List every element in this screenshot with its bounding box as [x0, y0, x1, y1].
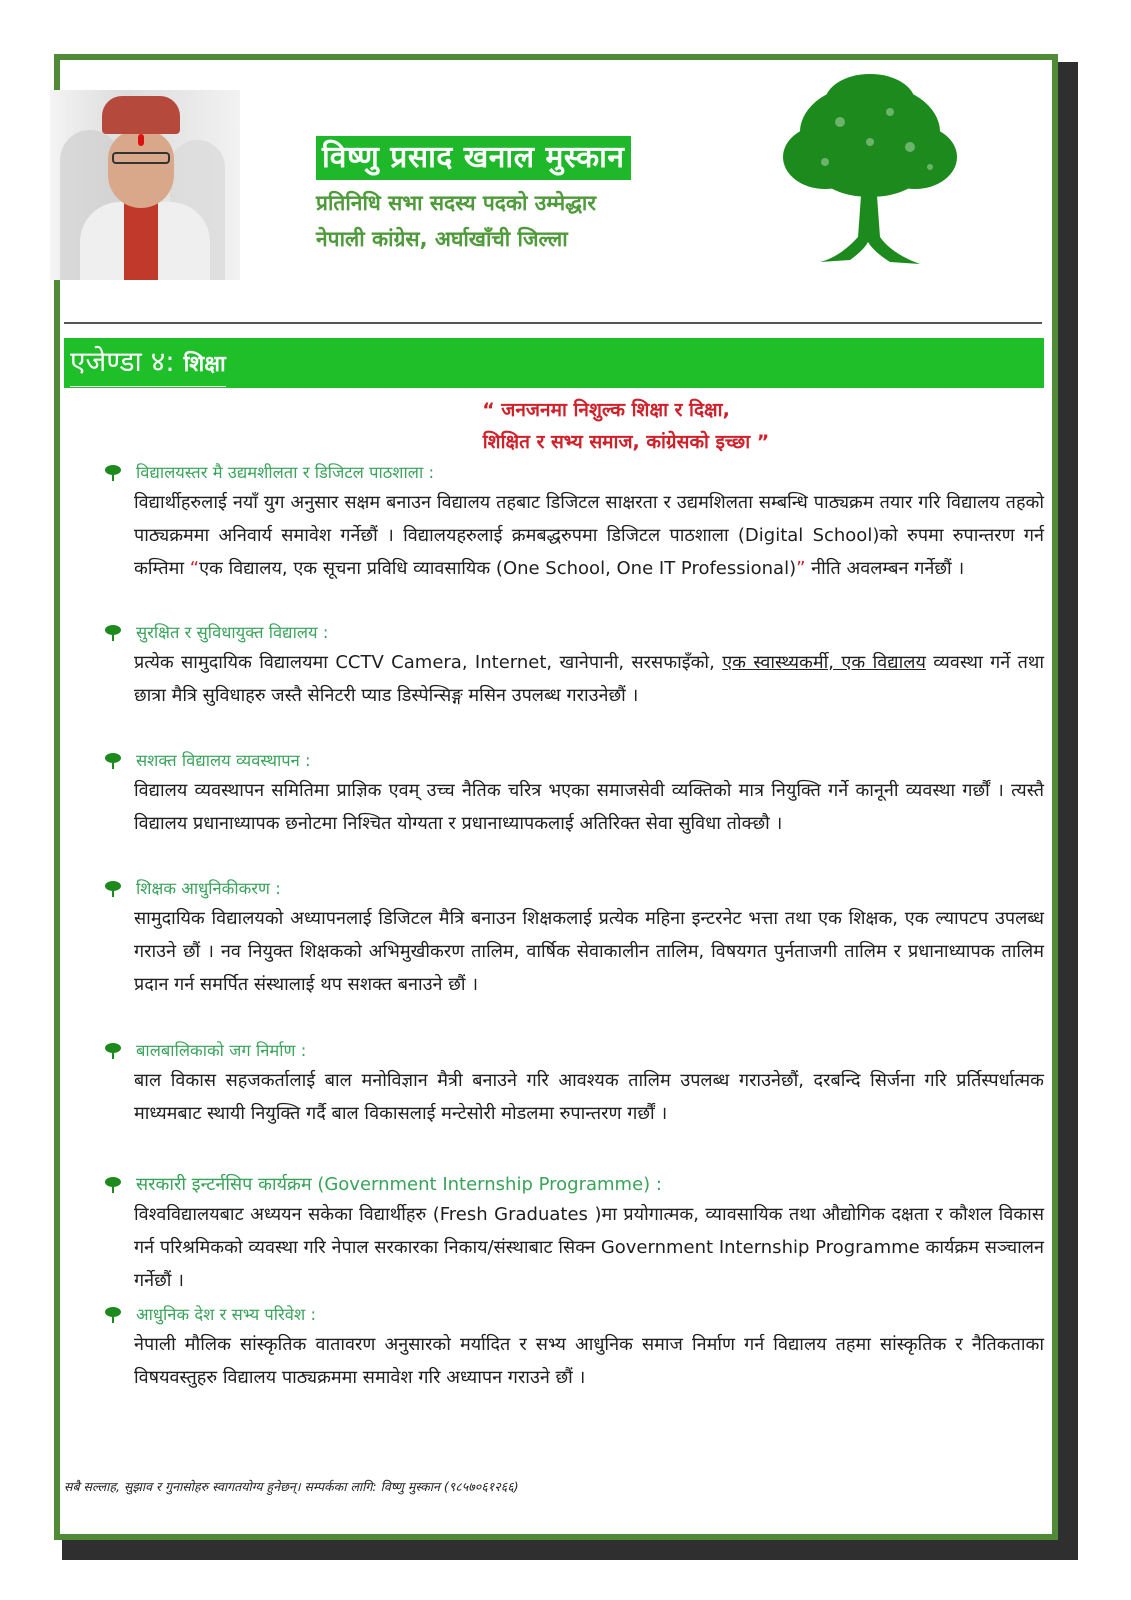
tree-bullet-icon: [104, 624, 122, 642]
party-district: नेपाली कांग्रेस, अर्घाखाँची जिल्ला: [316, 227, 568, 251]
tree-bullet-icon: [104, 1176, 122, 1194]
pamphlet-page: [54, 54, 1058, 1540]
tree-bullet-icon: [104, 1306, 122, 1324]
section-digital-school: [104, 460, 1044, 585]
section-body: विश्वविद्यालयबाट अध्ययन सकेका विद्यार्थीहरु (Fresh Graduates )मा प्रयोगात्मक, व्यावसायिक तथा औद्योगिक दक्षता र कौशल विकास गर्न परिश्रमिकको व्यवस्था गरि नेपाल सरकारका निकाय/संस्थाबाट सिक्न Government Internship Programme कार्यक्रम सञ्चालन गर्नेछौं ।: [134, 1204, 1044, 1291]
tree-bullet-icon: [104, 752, 122, 770]
section-heading-text: सुरक्षित र सुविधायुक्त विद्यालय :: [136, 623, 329, 642]
slogan-line-2: शिक्षित र सभ्य समाज, कांग्रेसको इच्छा ”: [482, 431, 770, 453]
section-heading: [104, 1302, 1044, 1328]
section-heading-text: शिक्षक आधुनिकीकरण :: [136, 879, 281, 898]
slogan-line-1: “ जनजनमा निशुल्क शिक्षा र दिक्षा,: [482, 399, 730, 421]
section-heading-text: बालबालिकाको जग निर्माण :: [136, 1041, 307, 1060]
tree-bullet-icon: [104, 1042, 122, 1060]
candidate-name: विष्णु प्रसाद खनाल मुस्कान: [316, 136, 631, 180]
section-safe-school: [104, 620, 1044, 712]
section-heading: [104, 620, 1044, 646]
section-heading-text: आधुनिक देश र सभ्य परिवेश :: [136, 1305, 317, 1324]
underlined-text: एक स्वास्थ्यकर्मी, एक विद्यालय: [722, 652, 926, 673]
section-body: सामुदायिक विद्यालयको अध्यापनलाई डिजिटल मैत्रि बनाउन शिक्षकलाई प्रत्येक महिना इन्टरनेट भत्ता तथा एक शिक्षक, एक ल्यापटप उपलब्ध गराउने छौं । नव नियुक्त शिक्षकको अभिमुखीकरण तालिम, वार्षिक सेवाकालीन तालिम, विषयगत पुर्नताजगी तालिम र प्रधानाध्यापक तालिम प्रदान गर्न समर्पित संस्थालाई थप सशक्त बनाउने छौं ।: [134, 908, 1044, 995]
section-heading: [104, 748, 1044, 774]
body-text: नीति अवलम्बन गर्नेछौं ।: [805, 558, 965, 579]
section-heading-text: सरकारी इन्टर्नसिप कार्यक्रम (Government Internship Programme) :: [136, 1174, 662, 1195]
body-text: प्रत्येक सामुदायिक विद्यालयमा CCTV Camera, Internet, खानेपानी, सरसफाइँको,: [134, 652, 723, 673]
tree-logo-icon: [780, 72, 960, 272]
body-text: विद्यार्थीहरुलाई नयाँ युग अनुसार सक्षम बनाउन विद्यालय तहबाट डिजिटल साक्षरता र उद्यमशिलता सम्बन्धि पाठ्यक्रम तयार गरि विद्यालय तहको पाठ्यक्रममा अनिवार्य समावेश गर्नेछौं । विद्यालयहरुलाई क्रमबद्धरुपमा डिजिटल पाठशाला (Digital School)को रुपमा रुपान्तरण गर्न कम्तिमा: [134, 492, 1044, 579]
section-teacher-modernization: [104, 876, 1044, 1001]
candidate-portrait-icon: [50, 90, 240, 280]
section-body: [104, 486, 1044, 585]
close-quote: ”: [796, 558, 806, 579]
agenda-title: [70, 342, 226, 387]
section-school-management: [104, 748, 1044, 840]
section-child-foundation: [104, 1038, 1044, 1130]
section-heading: [104, 876, 1044, 902]
header: [60, 60, 1052, 320]
candidate-position: प्रतिनिधि सभा सदस्य पदको उम्मेद्धार: [316, 191, 596, 215]
section-government-internship: [104, 1172, 1044, 1297]
section-body: विद्यालय व्यवस्थापन समितिमा प्राज्ञिक एवम् उच्च नैतिक चरित्र भएका समाजसेवी व्यक्तिको मात्र नियुक्ति गर्ने कानूनी व्यवस्था गर्छौं । त्यस्तै विद्यालय प्रधानाध्यापक छनोटमा निश्चित योग्यता र प्रधानाध्यापकलाई अतिरिक्त सेवा सुविधा तोक्छौ ।: [134, 780, 1044, 834]
open-quote: “: [189, 558, 200, 579]
section-body: बाल विकास सहजकर्तालाई बाल मनोविज्ञान मैत्री बनाउने गरि आवश्यक तालिम उपलब्ध गराउनेछौं, दरबन्दि सिर्जना गरि प्रर्तिस्पर्धात्मक माध्यमबाट स्थायी नियुक्ति गर्दै बाल विकासलाई मन्टेसोरी मोडलमा रुपान्तरण गर्छौं ।: [134, 1070, 1044, 1124]
section-heading: [104, 1038, 1044, 1064]
section-body: [104, 646, 1044, 712]
section-heading: [104, 1172, 1044, 1198]
tree-bullet-icon: [104, 464, 122, 482]
body-text: एक विद्यालय, एक सूचना प्रविधि व्यावसायिक (One School, One IT Professional): [199, 558, 797, 579]
body-text: व्यवस्था गर्ने तथा छात्रा मैत्रि सुविधाहरु जस्तै सेनिटरी प्याड डिस्पेन्सिङ्ग मसिन उपलब्ध गराउनेछौं ।: [134, 652, 1044, 706]
section-heading-text: सशक्त विद्यालय व्यवस्थापन :: [136, 751, 311, 770]
tree-bullet-icon: [104, 880, 122, 898]
agenda-number: एजेण्डा ४:: [70, 345, 175, 378]
footer-contact: सबै सल्लाह, सुझाव र गुनासोहरु स्वागतयोग्य हुनेछन्। सम्पर्कका लागि: विष्णु मुस्कान (९८५७०६१२६६): [64, 1479, 519, 1494]
header-divider: [64, 322, 1042, 324]
section-body: नेपाली मौलिक सांस्कृतिक वातावरण अनुसारको मर्यादित र सभ्य आधुनिक समाज निर्माण गर्न विद्यालय तहमा सांस्कृतिक र नैतिकताका विषयवस्तुहरु विद्यालय पाठ्यक्रममा समावेश गरि अध्यापन गराउने छौं ।: [134, 1334, 1044, 1388]
section-heading-text: विद्यालयस्तर मै उद्यमशीलता र डिजिटल पाठशाला :: [136, 463, 435, 482]
section-modern-society: [104, 1302, 1044, 1394]
agenda-subject: शिक्षा: [183, 352, 226, 377]
section-heading: [104, 460, 1044, 486]
agenda-banner: [64, 338, 1044, 388]
